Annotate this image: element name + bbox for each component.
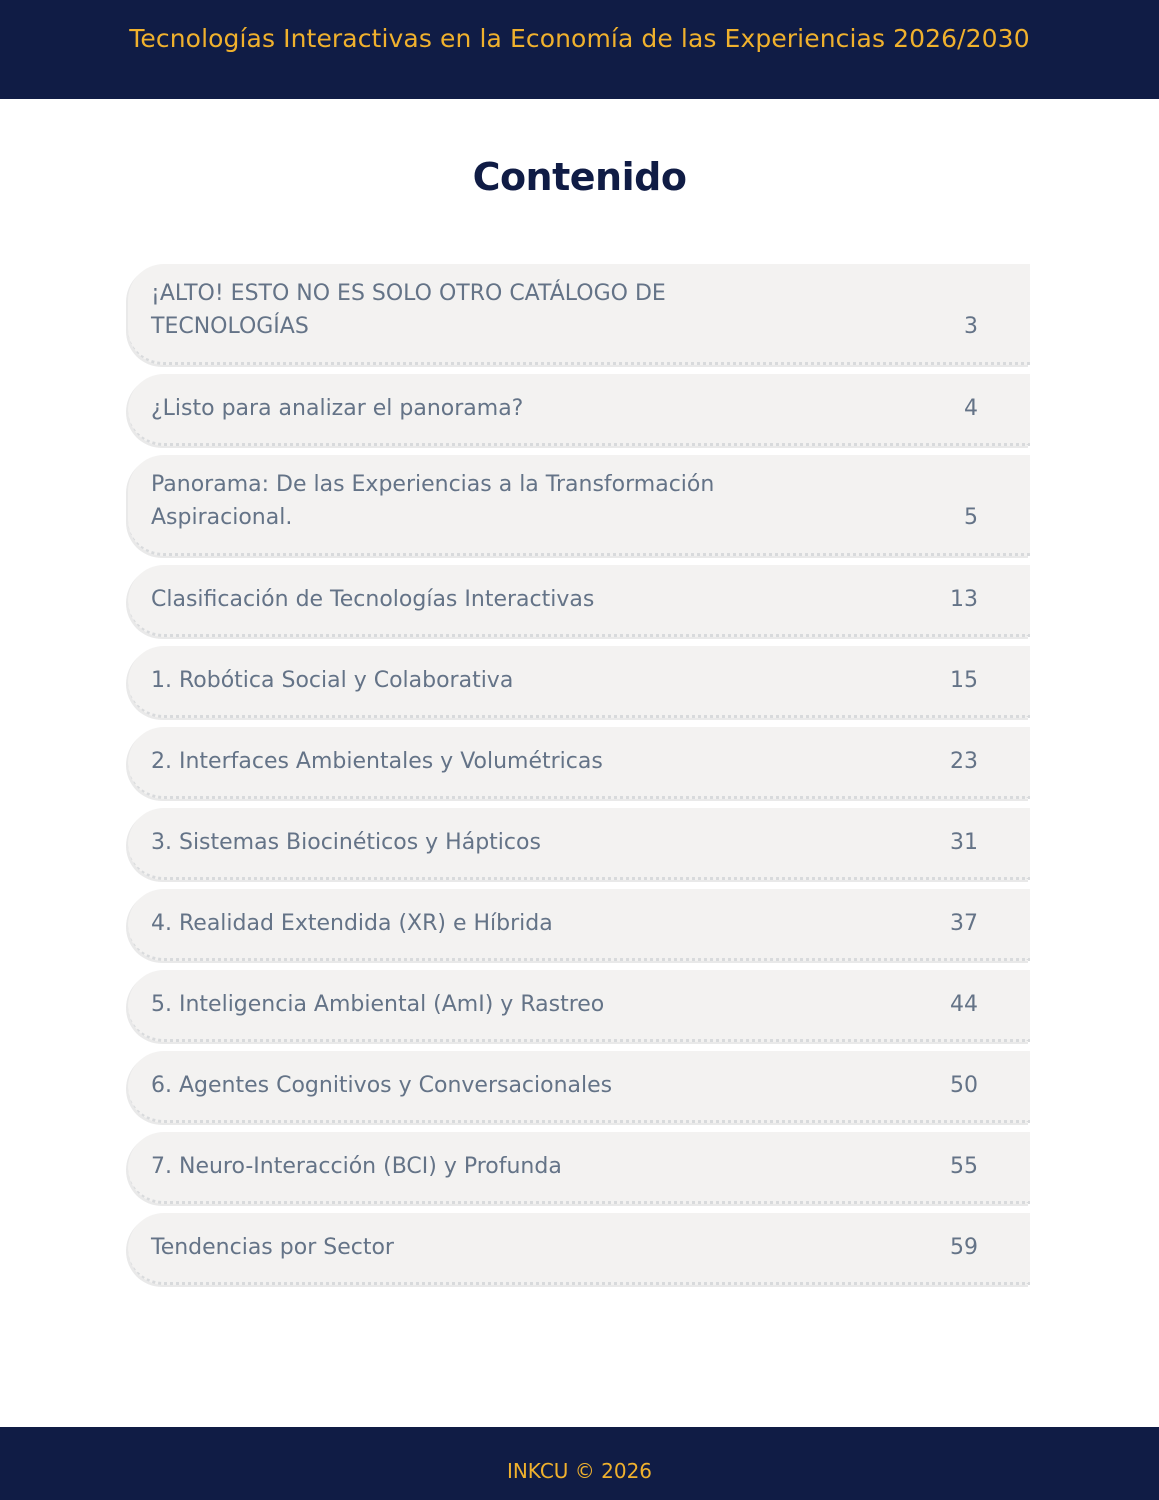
toc-item-label: Tendencias por Sector [151, 1235, 394, 1260]
page-header [0, 0, 1159, 99]
toc-item-page: 55 [950, 1154, 978, 1179]
toc-item-label: ¿Listo para analizar el panorama? [151, 396, 524, 421]
toc-item-tendencias[interactable] [128, 1213, 1030, 1285]
toc-item-page: 50 [950, 1073, 978, 1098]
toc-item-label: ¡ALTO! ESTO NO ES SOLO OTRO CATÁLOGO DE TECNOLOGÍAS [151, 281, 666, 339]
toc-item-sistemas[interactable] [128, 808, 1030, 880]
toc-item-clasificacion[interactable] [128, 565, 1030, 637]
toc-item-label: Panorama: De las Experiencias a la Transformación Aspiracional. [151, 472, 715, 530]
toc-item-page: 3 [964, 314, 978, 339]
table-of-contents [128, 264, 1030, 1294]
toc-item-interfaces[interactable] [128, 727, 1030, 799]
toc-item-page: 4 [964, 396, 978, 421]
toc-item-label: Clasificación de Tecnologías Interactivas [151, 587, 595, 612]
toc-item-neuro[interactable] [128, 1132, 1030, 1204]
toc-item-label: 4. Realidad Extendida (XR) e Híbrida [151, 911, 553, 936]
toc-item-page: 23 [950, 749, 978, 774]
document-title: Tecnologías Interactivas en la Economía de las Experiencias 2026/2030 [129, 24, 1030, 53]
footer-copyright: INKCU © 2026 [506, 1459, 653, 1483]
toc-item-inteligencia[interactable] [128, 970, 1030, 1042]
toc-item-listo[interactable] [128, 374, 1030, 446]
toc-item-panorama[interactable] [128, 455, 1030, 556]
toc-item-alto[interactable] [128, 264, 1030, 365]
toc-item-page: 44 [950, 992, 978, 1017]
toc-item-label: 6. Agentes Cognitivos y Conversacionales [151, 1073, 613, 1098]
toc-item-page: 59 [950, 1235, 978, 1260]
toc-item-page: 13 [950, 587, 978, 612]
toc-item-page: 31 [950, 830, 978, 855]
toc-item-page: 5 [964, 505, 978, 530]
toc-item-label: 7. Neuro-Interacción (BCI) y Profunda [151, 1154, 562, 1179]
toc-item-label: 1. Robótica Social y Colaborativa [151, 668, 514, 693]
toc-item-agentes[interactable] [128, 1051, 1030, 1123]
toc-item-label: 3. Sistemas Biocinéticos y Hápticos [151, 830, 541, 855]
toc-item-label: 2. Interfaces Ambientales y Volumétricas [151, 749, 603, 774]
toc-item-page: 37 [950, 911, 978, 936]
page-footer [0, 1427, 1159, 1500]
page-title: Contenido [472, 155, 687, 199]
toc-item-page: 15 [950, 668, 978, 693]
toc-item-label: 5. Inteligencia Ambiental (AmI) y Rastreo [151, 992, 605, 1017]
toc-item-robotica[interactable] [128, 646, 1030, 718]
toc-item-realidad[interactable] [128, 889, 1030, 961]
